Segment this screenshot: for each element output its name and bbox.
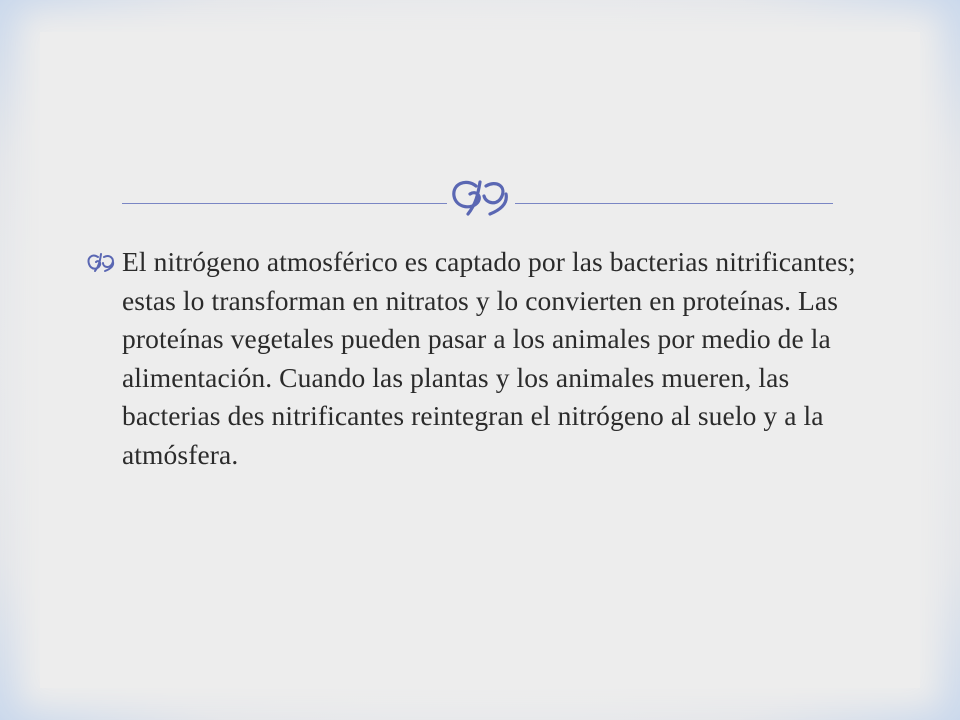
scroll-ornament-icon [446, 174, 516, 218]
divider-line-left [122, 203, 447, 204]
scroll-bullet-icon [86, 251, 116, 273]
body-text: El nitrógeno atmosférico es captado por las bacterias nitrificantes; estas lo transforman en nitratos y lo convierten en proteínas. Las proteínas vegetales pueden pasar a los animales por medio de la alimentación. Cuando las plantas y los animales mueren, las bacterias des nitrificantes reintegran el nitrógeno al suelo y a la atmósfera. [122, 246, 856, 470]
bullet-paragraph [86, 243, 856, 474]
divider-line-right [515, 203, 833, 204]
